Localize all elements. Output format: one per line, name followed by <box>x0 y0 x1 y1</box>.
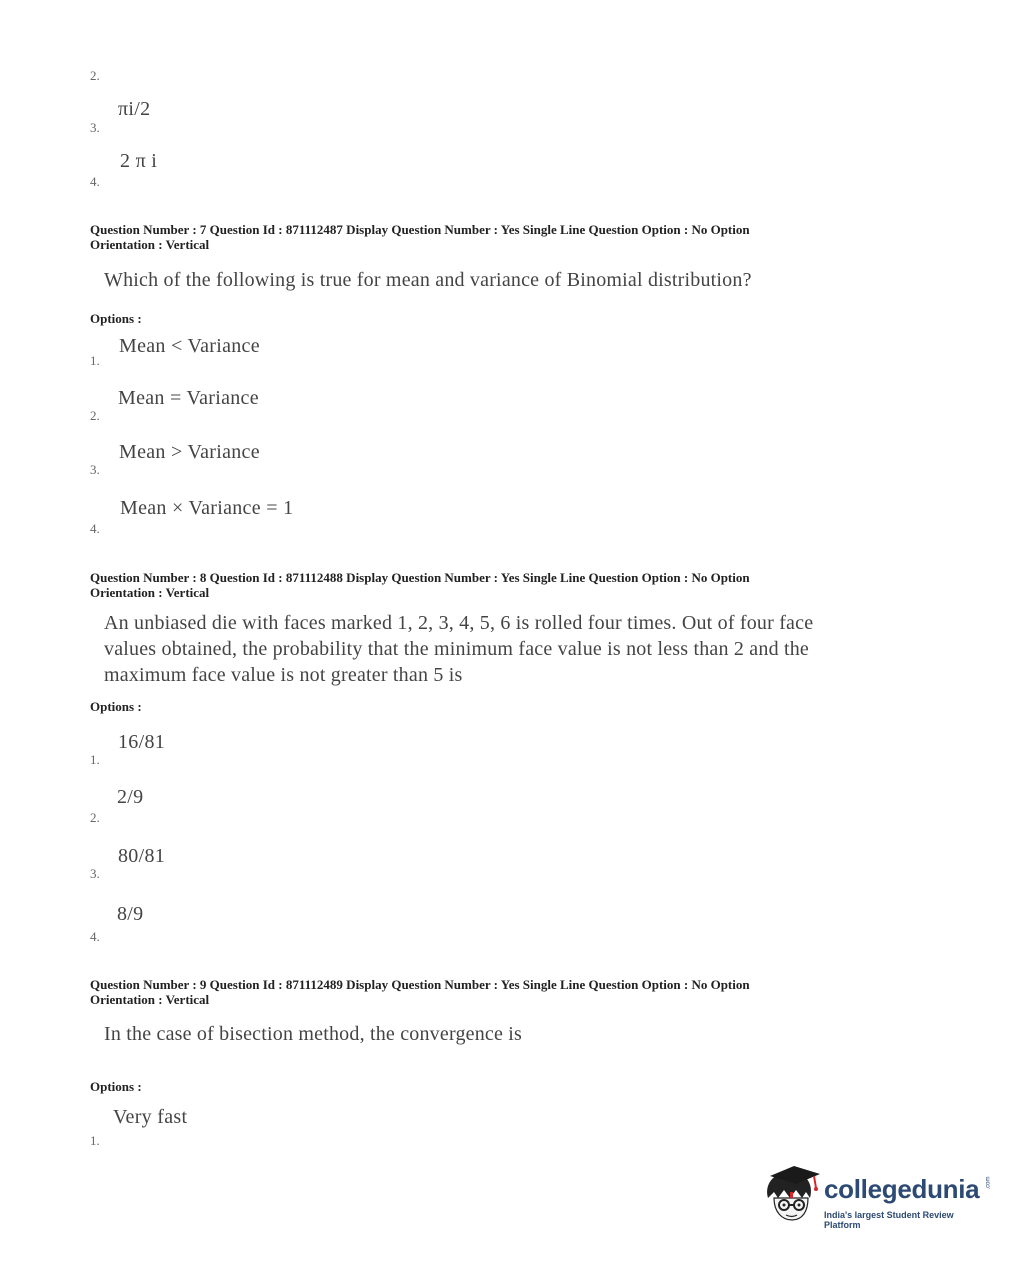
question-9-meta <box>90 977 890 1007</box>
question-8-meta <box>90 570 890 600</box>
option-text: 16/81 <box>118 731 166 753</box>
question-meta-line: Orientation : Vertical <box>90 585 210 600</box>
question-meta-line: Orientation : Vertical <box>90 237 210 252</box>
question-meta-line: Question Number : 9 Question Id : 871112489 Display Question Number : Yes Single Line Question Option : No Option <box>90 977 750 992</box>
logo-tagline: India's largest Student Review Platform <box>824 1210 954 1230</box>
question-meta-line: Question Number : 8 Question Id : 871112488 Display Question Number : Yes Single Line Question Option : No Option <box>90 570 750 585</box>
option-text: Mean > Variance <box>119 441 260 463</box>
option-number: 3. <box>90 866 100 881</box>
option-number: 1. <box>90 752 100 767</box>
logo-wordmark: collegedunia <box>824 1174 980 1204</box>
option-number: 2. <box>90 408 100 423</box>
collegedunia-logo <box>762 1158 992 1230</box>
option-number: 1. <box>90 353 100 368</box>
options-label: Options : <box>90 699 142 714</box>
option-number: 3. <box>90 120 100 135</box>
option-text: πi/2 <box>118 98 151 120</box>
option-number: 4. <box>90 174 100 189</box>
option-text: Very fast <box>113 1106 188 1128</box>
option-text: Mean × Variance = 1 <box>120 497 294 519</box>
options-label: Options : <box>90 1079 142 1094</box>
question-text-line: values obtained, the probability that the minimum face value is not less than 2 and the <box>104 638 810 660</box>
question-8-text <box>104 610 813 688</box>
option-number: 4. <box>90 929 100 944</box>
option-text: 80/81 <box>118 845 166 867</box>
option-text: 8/9 <box>117 903 144 925</box>
question-text-line: An unbiased die with faces marked 1, 2, 3, 4, 5, 6 is rolled four times. Out of four face <box>104 612 814 634</box>
option-number: 2. <box>90 810 100 825</box>
option-text: Mean = Variance <box>118 387 259 409</box>
question-text-line: maximum face value is not greater than 5 is <box>104 664 463 686</box>
option-number: 3. <box>90 462 100 477</box>
option-text: Mean < Variance <box>119 335 260 357</box>
options-label: Options : <box>90 311 142 326</box>
question-7-text: Which of the following is true for mean and variance of Binomial distribution? <box>104 269 752 291</box>
question-7-meta <box>90 222 890 252</box>
question-meta-line: Question Number : 7 Question Id : 871112487 Display Question Number : Yes Single Line Question Option : No Option <box>90 222 750 237</box>
option-number: 4. <box>90 521 100 536</box>
option-number: 1. <box>90 1133 100 1148</box>
option-text: 2 π i <box>120 150 158 172</box>
logo-com-suffix: .com <box>985 1176 992 1190</box>
student-mascot-icon <box>762 1158 822 1230</box>
question-meta-line: Orientation : Vertical <box>90 992 210 1007</box>
option-number: 2. <box>90 68 100 83</box>
question-9-text: In the case of bisection method, the convergence is <box>104 1023 523 1045</box>
option-text: 2/9 <box>117 786 144 808</box>
